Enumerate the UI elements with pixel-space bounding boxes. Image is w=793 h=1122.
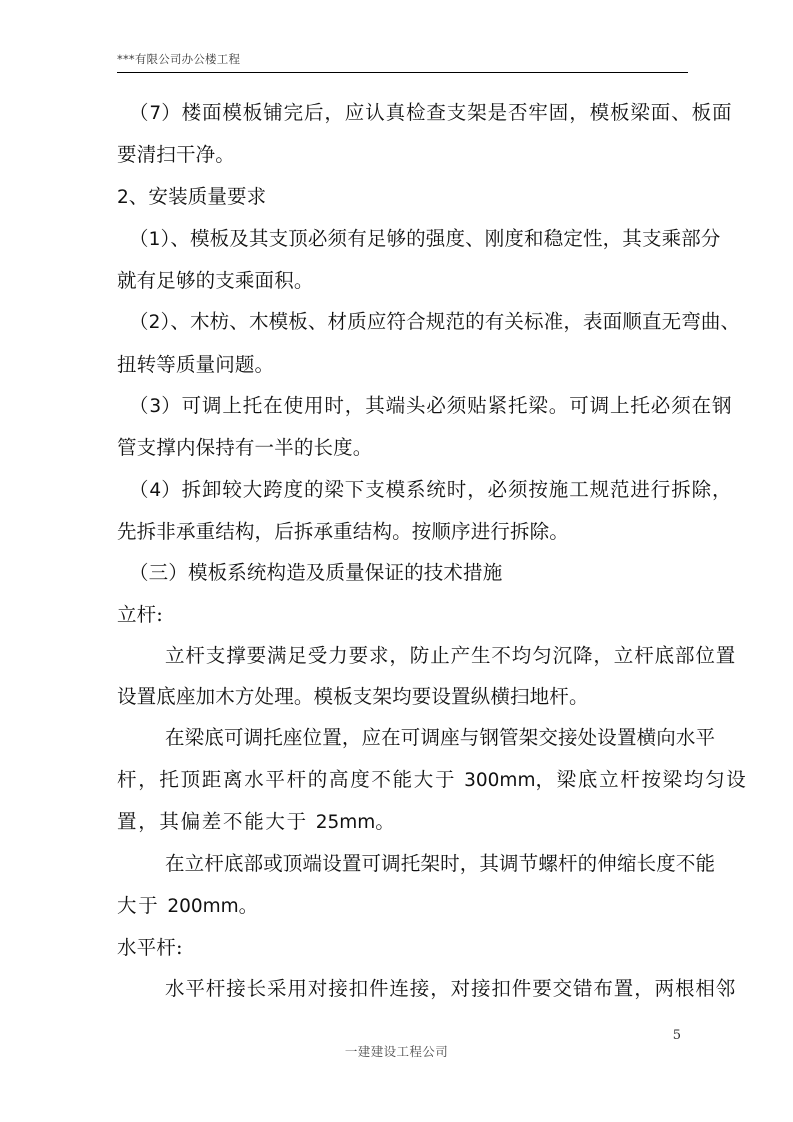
measurement-value: 4 [149,479,162,501]
measurement-value: 3 [149,396,162,418]
body-line: 立杆: [117,602,164,626]
measurement-value: 2 [148,312,161,334]
body-line: （三）模板系统构造及质量保证的技术措施 [129,561,503,585]
body-line: 扭转等质量问题。 [117,352,275,376]
body-line: 在梁底可调托座位置，应在可调座与钢管架交接处设置横向水平 [165,726,716,750]
footer-company-name: 一建建设工程公司 [344,1044,449,1059]
page-header [117,52,688,73]
header-divider [117,72,688,73]
measurement-value: 300mm [464,769,536,791]
body-line: （3）可调上托在使用时，其端头必须贴紧托梁。可调上托必须在钢 [129,394,733,418]
body-line: 先拆非承重结构，后拆承重结构。按顺序进行拆除。 [117,519,569,543]
body-line: 水平杆接长采用对接扣件连接，对接扣件要交错布置，两根相邻 [165,977,737,1001]
body-line: 杆，托顶距离水平杆的高度不能大于 300mm，梁底立杆按梁均匀设 [117,767,748,791]
body-line: 立杆支撑要满足受力要求，防止产生不均匀沉降，立杆底部位置 [165,643,737,667]
body-line: 就有足够的支乘面积。 [117,269,314,293]
body-line: （1）、模板及其支顶必须有足够的强度、刚度和稳定性，其支乘部分 [129,226,721,250]
measurement-value: 25mm [315,812,376,834]
body-line: 要清扫干净。 [117,143,235,167]
body-line: 在立杆底部或顶端设置可调托架时，其调节螺杆的伸缩长度不能 [165,852,716,876]
measurement-value: 200mm [167,895,239,917]
header-title: ***有限公司办公楼工程 [117,52,241,66]
page-footer [0,1024,793,1084]
body-line: （7）楼面模板铺完后，应认真检查支架是否牢固，模板梁面、板面 [129,101,733,124]
body-line: （2）、木枋、木模板、材质应符合规范的有关标准，表面顺直无弯曲、 [129,310,741,334]
body-line: 2、安装质量要求 [117,184,267,208]
body-line: 水平杆: [117,935,183,959]
body-line: 管支撑内保持有一半的长度。 [117,436,373,460]
document-body [117,92,748,1010]
measurement-value: 1 [148,228,161,250]
page-number: 5 [672,1028,681,1043]
measurement-value: 2 [117,186,129,208]
body-line: 大于 200mm。 [117,893,260,917]
body-line: 置，其偏差不能大于 25mm。 [117,810,397,834]
measurement-value: 7 [149,103,162,124]
body-line: 设置底座加木方处理。模板支架均要设置纵横扫地杆。 [117,685,589,709]
body-line: （4）拆卸较大跨度的梁下支模系统时，必须按施工规范进行拆除， [129,477,733,501]
